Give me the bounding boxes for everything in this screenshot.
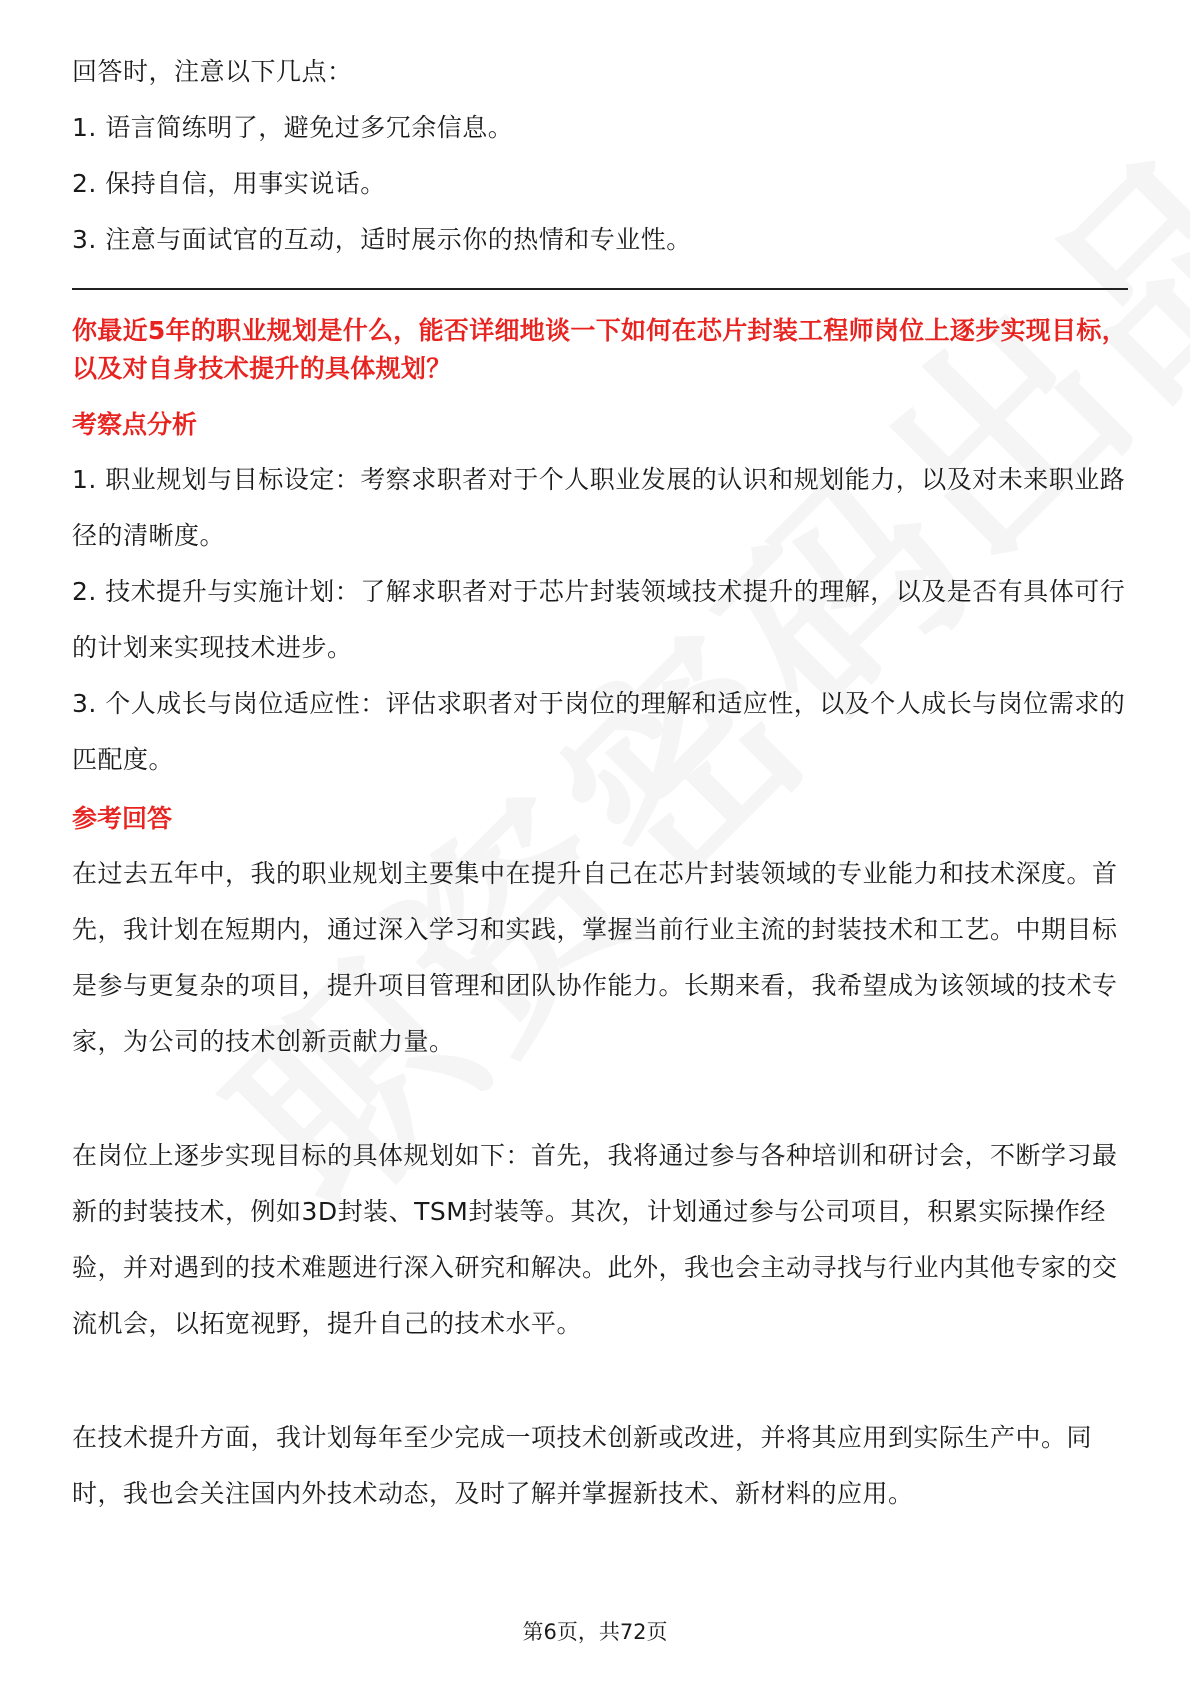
paragraph-gap xyxy=(72,1070,1128,1128)
page-number: 第6页，共72页 xyxy=(522,1620,668,1644)
paragraph-gap xyxy=(72,1352,1128,1410)
analysis-item-1: 1. 职业规划与目标设定：考察求职者对于个人职业发展的认识和规划能力，以及对未来职业路径的清晰度。 xyxy=(72,465,1126,550)
tips-intro: 回答时，注意以下几点： xyxy=(72,57,353,86)
answer-title: 参考回答 xyxy=(72,804,173,833)
document-page xyxy=(72,44,1128,1522)
section-divider xyxy=(72,288,1128,290)
answer-paragraph-1: 在过去五年中，我的职业规划主要集中在提升自己在芯片封装领域的专业能力和技术深度。首先，我计划在短期内，通过深入学习和实践，掌握当前行业主流的封装技术和工艺。中期目标是参与更复杂的项目，提升项目管理和团队协作能力。长期来看，我希望成为该领域的技术专家，为公司的技术创新贡献力量。 xyxy=(72,859,1118,1056)
tip-item-3: 3. 注意与面试官的互动，适时展示你的热情和专业性。 xyxy=(72,225,692,254)
answer-paragraph-2: 在岗位上逐步实现目标的具体规划如下：首先，我将通过参与各种培训和研讨会，不断学习最新的封装技术，例如3D封装、TSM封装等。其次，计划通过参与公司项目，积累实际操作经验，并对遇到的技术难题进行深入研究和解决。此外，我也会主动寻找与行业内其他专家的交流机会，以拓宽视野，提升自己的技术水平。 xyxy=(72,1141,1118,1338)
answer-paragraph-3: 在技术提升方面，我计划每年至少完成一项技术创新或改进，并将其应用到实际生产中。同时，我也会关注国内外技术动态，及时了解并掌握新技术、新材料的应用。 xyxy=(72,1423,1093,1508)
tip-item-2: 2. 保持自信，用事实说话。 xyxy=(72,169,386,198)
question-heading: 你最近5年的职业规划是什么，能否详细地谈一下如何在芯片封装工程师岗位上逐步实现目标，以及对自身技术提升的具体规划？ xyxy=(72,316,1127,383)
analysis-item-2: 2. 技术提升与实施计划：了解求职者对于芯片封装领域技术提升的理解，以及是否有具体可行的计划来实现技术进步。 xyxy=(72,577,1126,662)
analysis-item-3: 3. 个人成长与岗位适应性：评估求职者对于岗位的理解和适应性，以及个人成长与岗位需求的匹配度。 xyxy=(72,689,1126,774)
analysis-title: 考察点分析 xyxy=(72,410,198,439)
tip-item-1: 1. 语言简练明了，避免过多冗余信息。 xyxy=(72,113,514,142)
